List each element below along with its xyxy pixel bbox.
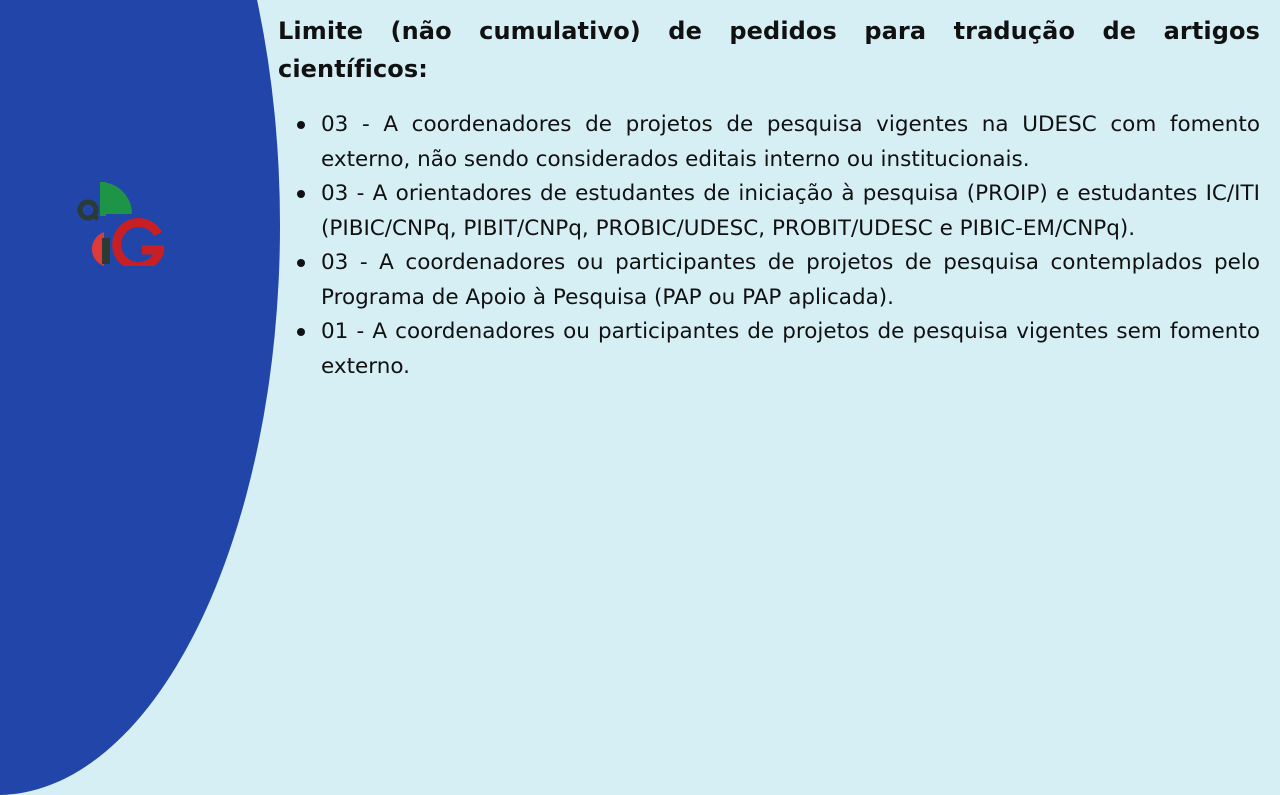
limits-list [278, 108, 1260, 384]
list-item: 03 - A coordenadores ou participantes de projetos de pesquisa contemplados pelo Programa de Apoio à Pesquisa (PAP ou PAP aplicada). [321, 246, 1260, 315]
list-item: 01 - A coordenadores ou participantes de projetos de pesquisa vigentes sem fomento externo. [321, 315, 1260, 384]
page-heading: Limite (não cumulativo) de pedidos para tradução de artigos científicos: [278, 17, 1260, 83]
blue-circle-decoration [0, 0, 280, 795]
content-panel [278, 12, 1260, 384]
list-item: 03 - A coordenadores de projetos de pesquisa vigentes na UDESC com fomento externo, não sendo considerados editais interno ou institucionais. [321, 108, 1260, 177]
udesc-logo-icon [76, 182, 164, 266]
list-item: 03 - A orientadores de estudantes de iniciação à pesquisa (PROIP) e estudantes IC/ITI (PIBIC/CNPq, PIBIT/CNPq, PROBIC/UDESC, PROBIT/UDESC e PIBIC-EM/CNPq). [321, 177, 1260, 246]
logo-dark-stem [102, 238, 110, 264]
logo-g-shape [117, 223, 160, 266]
logo-green-stem [100, 182, 106, 216]
